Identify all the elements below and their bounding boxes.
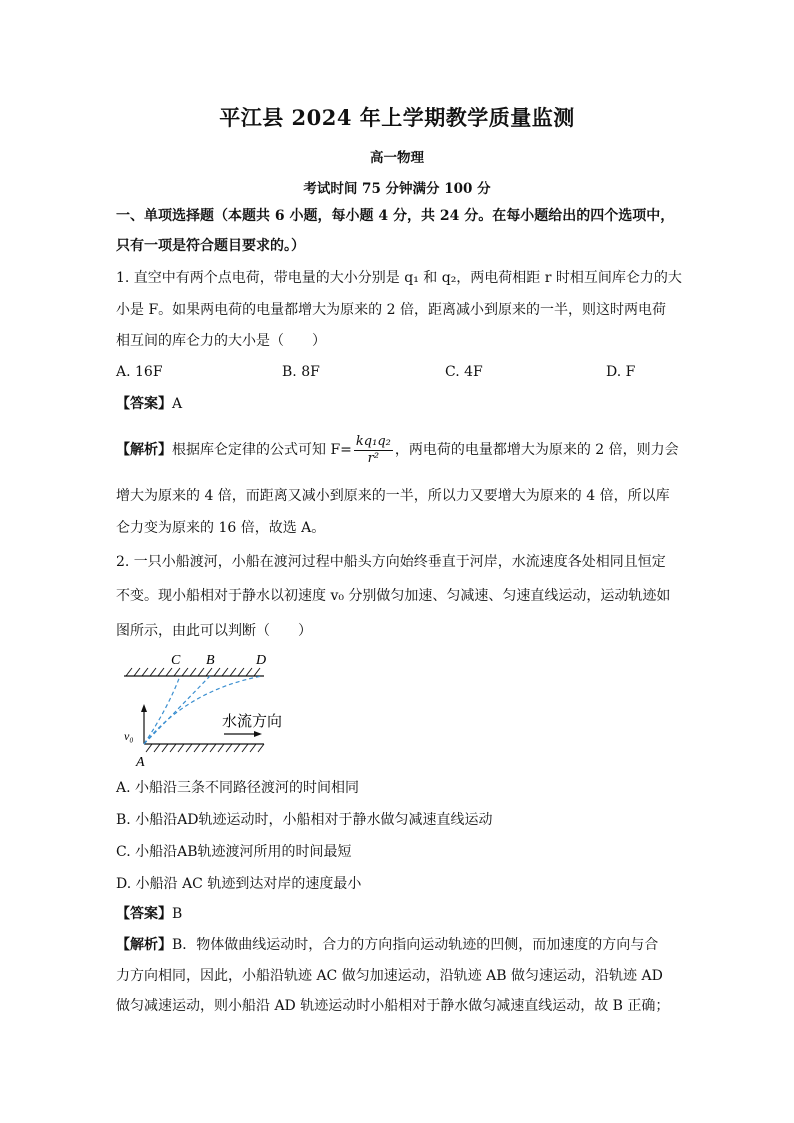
- v0-arrowhead-icon: [141, 704, 147, 712]
- q2-analysis-line1: [116, 935, 658, 955]
- q1-option-c: C. 4F: [445, 364, 483, 380]
- coulomb-formula: [354, 434, 393, 467]
- top-bank-hatching: [126, 668, 260, 676]
- analysis-text: B．物体做曲线运动时，合力的方向指向运动轨迹的凹侧，而加速度的方向与合: [172, 937, 659, 953]
- analysis-text: 根据库仑定律的公式可知 F=: [172, 442, 352, 458]
- q1-analysis-line2: 增大为原来的 4 倍，而距离又减小到原来的一半，所以力又要增大为原来的 4 倍，所以库: [116, 488, 670, 504]
- answer-value: A: [172, 396, 183, 412]
- answer-label: 【答案】: [116, 906, 172, 922]
- label-a: A: [136, 755, 145, 770]
- bottom-bank-hatching: [146, 744, 264, 752]
- formula-denominator: r²: [367, 450, 380, 466]
- q1-line1: 1. 直空中有两个点电荷，带电量的大小分别是 q₁ 和 q₂，两电荷相距 r 时相互间库仑力的大: [116, 270, 682, 286]
- trajectory-ac: [144, 676, 180, 744]
- section-heading-line1: 一、单项选择题（本题共 6 小题，每小题 4 分，共 24 分。在每小题给出的四个选项中，: [116, 208, 675, 224]
- river-crossing-diagram: [116, 648, 283, 772]
- analysis-label: 【解析】: [116, 442, 172, 458]
- q1-answer: [116, 394, 182, 414]
- q2-line3: 图所示，由此可以判断（ ）: [116, 623, 312, 639]
- q2-answer: [116, 904, 182, 924]
- flow-arrowhead-icon: [254, 731, 262, 737]
- q1-option-d: D. F: [606, 364, 636, 380]
- q2-line1: 2. 一只小船渡河，小船在渡河过程中船头方向始终垂直于河岸，水流速度各处相同且恒定: [116, 554, 666, 570]
- answer-label: 【答案】: [116, 396, 172, 412]
- q2-option-a: A. 小船沿三条不同路径渡河的时间相同: [116, 780, 360, 796]
- exam-title: 平江县 2024 年上学期教学质量监测: [219, 105, 575, 130]
- formula-numerator: kq₁q₂: [355, 433, 391, 449]
- label-c: C: [171, 653, 181, 668]
- q1-line2: 小是 F。如果两电荷的电量都增大为原来的 2 倍，距离减小到原来的一半，则这时两电荷: [116, 302, 666, 318]
- answer-value: B: [172, 906, 183, 922]
- q1-option-b: B. 8F: [282, 364, 320, 380]
- subject-title: 高一物理: [370, 150, 424, 166]
- q2-line2: 不变。现小船相对于静水以初速度 v₀ 分别做匀加速、匀减速、匀速直线运动，运动轨迹如: [116, 588, 671, 604]
- analysis-text: ，两电荷的电量都增大为原来的 2 倍，则力会: [394, 442, 679, 458]
- label-d: D: [256, 653, 267, 668]
- flow-direction-label: 水流方向: [222, 712, 283, 730]
- q1-line3: 相互间的库仑力的大小是（ ）: [116, 333, 326, 349]
- exam-info: 考试时间 75 分钟满分 100 分: [303, 181, 491, 197]
- q2-analysis-line3: 做匀减速运动，则小船沿 AD 轨迹运动时小船相对于静水做匀减速直线运动，故 B 正确；: [116, 998, 670, 1014]
- q1-option-a: A. 16F: [116, 364, 163, 380]
- trajectory-ab: [144, 676, 210, 744]
- q2-option-c: C. 小船沿AB轨迹渡河所用的时间最短: [116, 844, 352, 860]
- analysis-label: 【解析】: [116, 937, 172, 953]
- q2-option-b: B. 小船沿AD轨迹运动时，小船相对于静水做匀减速直线运动: [116, 812, 493, 828]
- label-b: B: [206, 653, 215, 668]
- q2-option-d: D. 小船沿 AC 轨迹到达对岸的速度最小: [116, 876, 362, 892]
- label-v0: v₀: [124, 729, 134, 743]
- q1-analysis-line1: [116, 432, 679, 468]
- q2-analysis-line2: 力方向相同，因此，小船沿轨迹 AC 做匀加速运动，沿轨迹 AB 做匀速运动，沿轨迹 AD: [116, 968, 663, 984]
- section-heading-line2: 只有一项是符合题目要求的。）: [116, 238, 305, 254]
- q1-analysis-line3: 仑力变为原来的 16 倍，故选 A。: [116, 520, 326, 536]
